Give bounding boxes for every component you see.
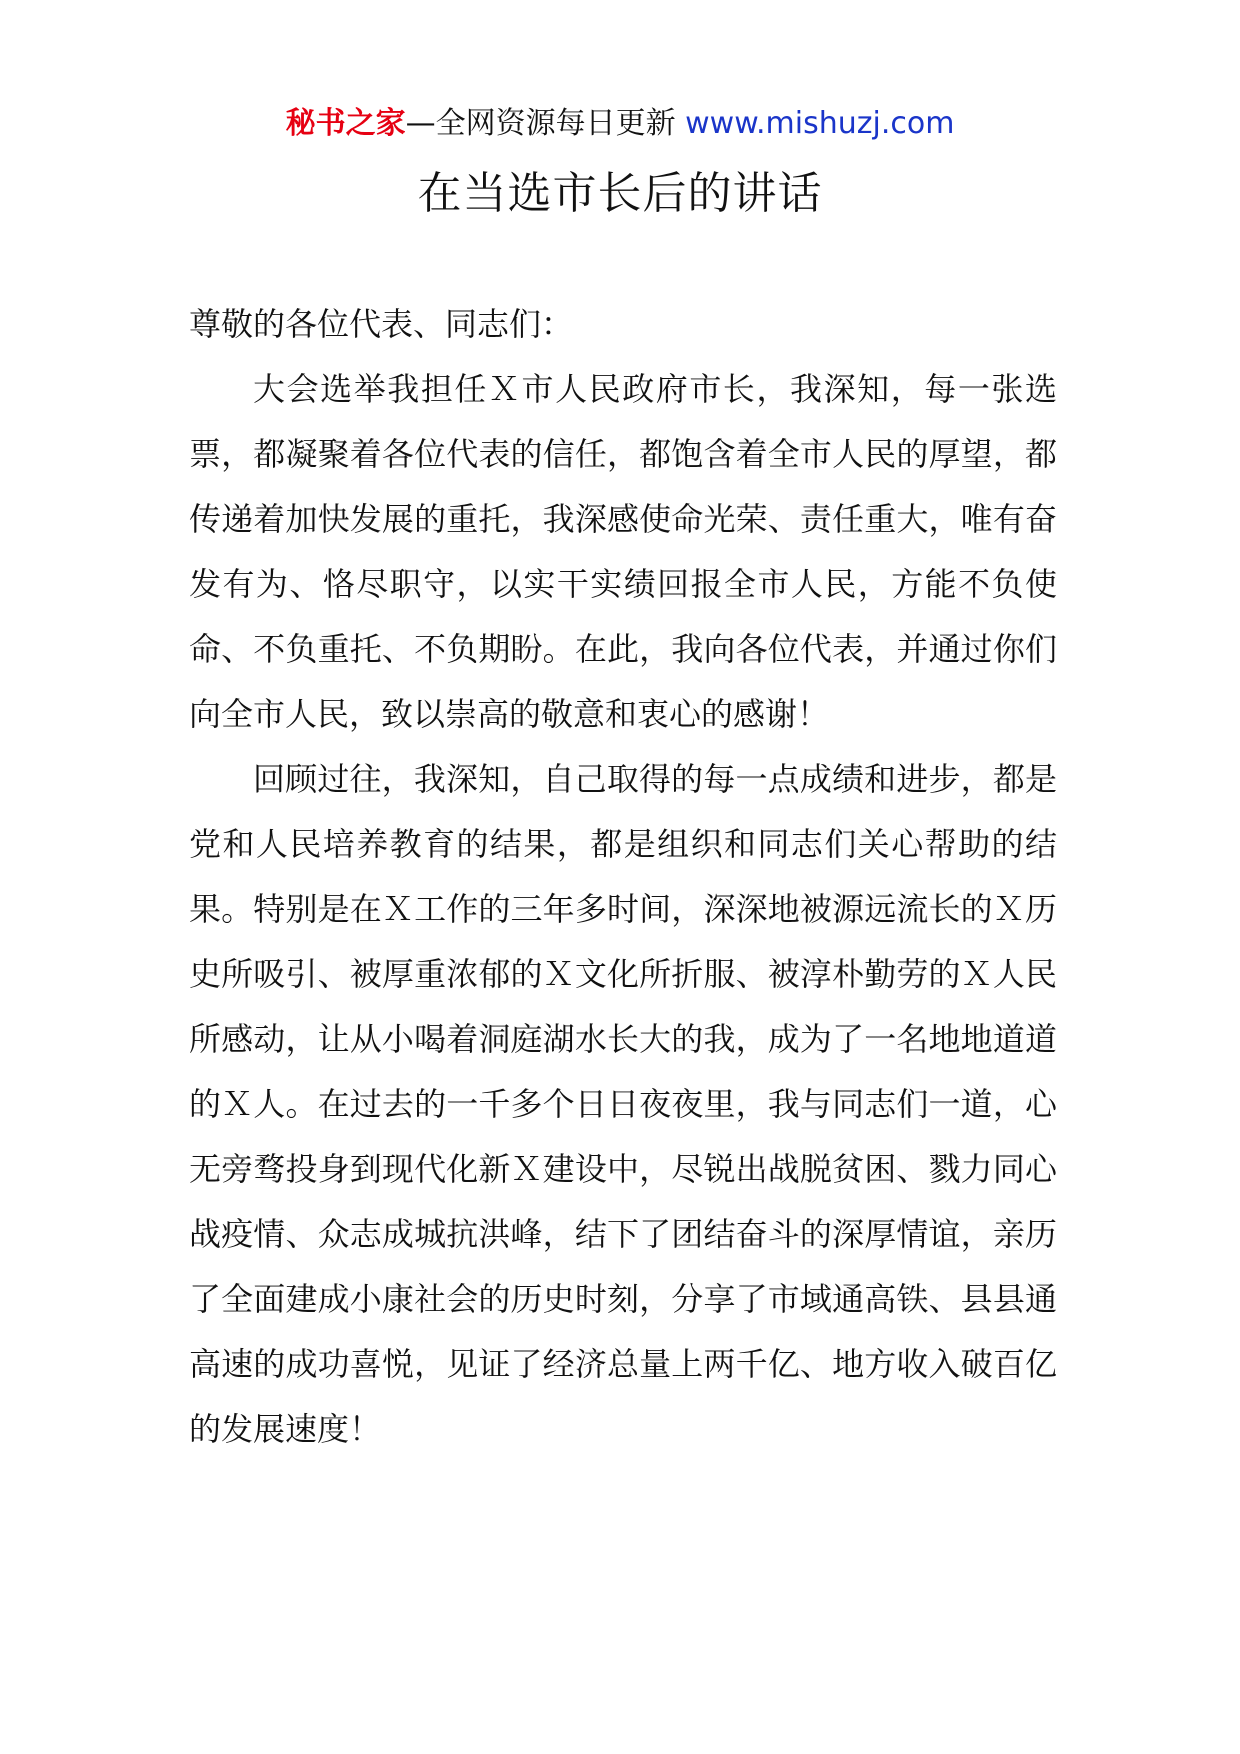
document-body <box>189 292 1057 1462</box>
site-header <box>0 100 1240 148</box>
site-brand: 秘书之家 <box>285 106 406 141</box>
paragraph: 大会选举我担任Ｘ市人民政府市长，我深知，每一张选票，都凝聚着各位代表的信任，都饱含着全市人民的厚望，都传递着加快发展的重托，我深感使命光荣、责任重大，唯有奋发有为、恪尽职守，以实干实绩回报全市人民，方能不负使命、不负重托、不负期盼。在此，我向各位代表，并通过你们向全市人民，致以崇高的敬意和衷心的感谢！ <box>189 370 1057 733</box>
document-title: 在当选市长后的讲话 <box>417 168 823 219</box>
site-url-link[interactable]: www.mishuzj.com <box>685 106 955 141</box>
salutation: 尊敬的各位代表、同志们： <box>189 305 574 343</box>
site-slogan: —全网资源每日更新 <box>405 106 676 141</box>
paragraph: 回顾过往，我深知，自己取得的每一点成绩和进步，都是党和人民培养教育的结果，都是组织和同志们关心帮助的结果。特别是在Ｘ工作的三年多时间，深深地被源远流长的Ｘ历史所吸引、被厚重浓郁的Ｘ文化所折服、被淳朴勤劳的Ｘ人民所感动，让从小喝着洞庭湖水长大的我，成为了一名地地道道的Ｘ人。在过去的一千多个日日夜夜里，我与同志们一道，心无旁骛投身到现代化新Ｘ建设中，尽锐出战脱贫困、戮力同心战疫情、众志成城抗洪峰，结下了团结奋斗的深厚情谊，亲历了全面建成小康社会的历史时刻，分享了市域通高铁、县县通高速的成功喜悦，见证了经济总量上两千亿、地方收入破百亿的发展速度！ <box>189 760 1057 1448</box>
